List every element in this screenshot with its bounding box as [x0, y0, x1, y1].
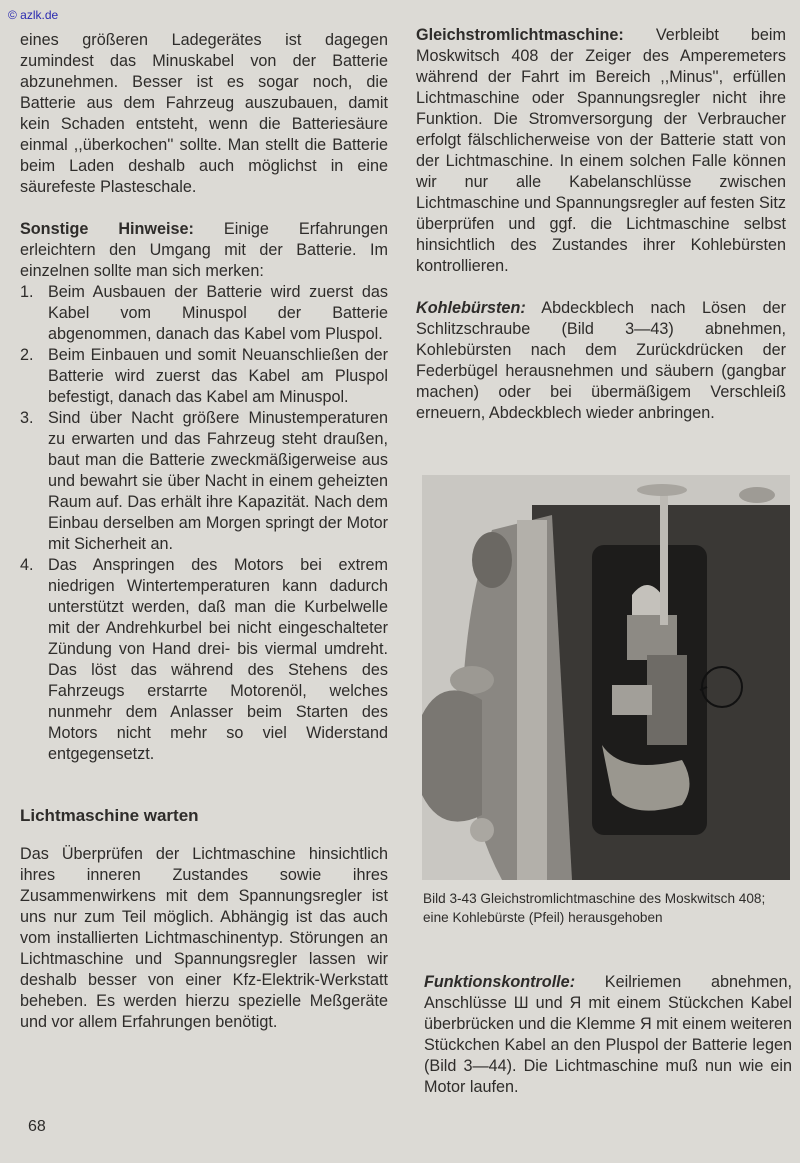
- brushes-paragraph: [416, 298, 786, 424]
- section-heading: Lichtmaschine warten: [20, 806, 199, 825]
- list-item: [20, 555, 388, 765]
- list-item-text: Sind über Nacht größere Minustemperaturen zu erwarten und das Fahrzeug steht draußen, baut man die Batterie zweckmäßigerweise aus und bewahrt sie über Nacht in einem geheizten Raum auf. Das erhält ihre Kapazität. Nach dem Einbau derselben am Morgen springt der Motor mit Sicherheit an.: [48, 409, 388, 553]
- list-item-text: Beim Einbauen und somit Neuanschließen der Batterie wird zuerst das Kabel am Pluspol befestigt, danach das Kabel am Minuspol.: [48, 346, 388, 406]
- brushes-label: Kohlebürsten:: [416, 299, 526, 317]
- hints-text: Einige Erfahrungen erleichtern den Umgang mit der Batterie. Im einzelnen sollte man sich merken:: [20, 220, 389, 280]
- list-item-number: 1.: [20, 283, 34, 301]
- list-item-text: Beim Ausbauen der Batterie wird zuerst das Kabel vom Minuspol der Batterie abgenommen, danach das Kabel vom Pluspol.: [48, 283, 388, 343]
- left-column: [20, 30, 388, 1033]
- dc-generator-text: Verbleibt beim Moskwitsch 408 der Zeiger des Amperemeters während der Fahrt im Bereich ,,Minus'', erfüllen Lichtmaschine oder Spannungsregler nicht ihre Funktion. Die Stromversorgung der Verbraucher erfolgt fälschlicherweise von der Batterie statt von der Lichtmaschine. In einem solchen Falle können wir nur alle Kabelanschlüsse zwischen Lichtmaschine und Spannungsregler auf festen Sitz überprüfen und ggf. die Lichtmaschine selbst hinsichtlich des Zustandes ihrer Kohlebürsten kontrollieren.: [416, 26, 787, 275]
- figure-caption: Bild 3-43 Gleichstromlichtmaschine des Moskwitsch 408; eine Kohlebürste (Pfeil) herausgehoben: [423, 891, 766, 925]
- section-paragraph: Das Überprüfen der Lichtmaschine hinsichtlich ihres inneren Zustandes sowie ihres Zusammenwirkens mit dem Spannungsregler ist uns nur zum Teil möglich. Abhängig ist das auch vom installierten Lichtmaschinentyp. Störungen an Lichtmaschine und Spannungsregler lassen wir deshalb besser von einer Kfz-Elektrik-Werkstatt beheben. Es werden hierzu spezielle Meßgeräte und vor allem Erfahrungen benötigt.: [20, 845, 388, 1031]
- dc-generator-label: Gleichstromlichtmaschine:: [416, 26, 624, 44]
- function-check-text: Keilriemen abnehmen, Anschlüsse Ш und Я mit einem Stückchen Kabel überbrücken und die Klemme Я mit einem weiteren Stückchen Kabel an den Pluspol der Batterie legen (Bild 3—44). Die Lichtmaschine muß nun wie ein Motor laufen.: [424, 973, 792, 1096]
- list-item-number: 2.: [20, 346, 34, 364]
- dc-generator-paragraph: [416, 25, 786, 277]
- list-item: [20, 345, 388, 408]
- intro-paragraph: eines größeren Ladegerätes ist dagegen zumindest das Minuskabel von der Batterie abzunehmen. Besser ist es sogar noch, die Batterie aus dem Fahrzeug auszubauen, damit kein Schaden entsteht, wenn die Batteriesäure einmal ,,überkochen'' sollte. Man stellt die Batterie beim Laden deshalb auch möglichst in eine säurefeste Plasteschale.: [20, 31, 388, 196]
- hints-paragraph: [20, 219, 388, 282]
- function-check-paragraph: [424, 972, 792, 1098]
- list-item: [20, 408, 388, 555]
- list-item-text: Das Anspringen des Motors bei extrem niedrigen Wintertemperaturen kann dadurch unterstützt werden, daß man die Kurbelwelle mit der Andrehkurbel bei nicht eingeschalteter Zündung von Hand drei- bis viermal umdreht. Das löst das während des Stehens des Fahrzeugs erstarrte Motorenöl, welches nunmehr dem Anlasser beim Starten des Motors nicht mehr so viel Widerstand entgegensetzt.: [48, 556, 388, 763]
- list-item-number: 3.: [20, 409, 34, 427]
- list-item: [20, 282, 388, 345]
- hints-label: Sonstige Hinweise:: [20, 220, 194, 238]
- function-check-block: [424, 972, 792, 1098]
- list-item-number: 4.: [20, 556, 34, 574]
- brushes-text: Abdeckblech nach Lösen der Schlitzschraube (Bild 3—43) abnehmen, Kohlebürsten nach dem Zurückdrücken der Federbügel herausnehmen und säubern (gangbar machen) oder bei übermäßigem Verschleiß erneuern, Abdeckblech wieder anbringen.: [416, 299, 786, 422]
- watermark: © azlk.de: [8, 8, 59, 22]
- function-check-label: Funktionskontrolle:: [424, 973, 576, 991]
- generator-photo: [422, 475, 790, 880]
- right-column: [416, 25, 786, 424]
- hints-list: [20, 282, 388, 765]
- page-number: 68: [28, 1118, 46, 1135]
